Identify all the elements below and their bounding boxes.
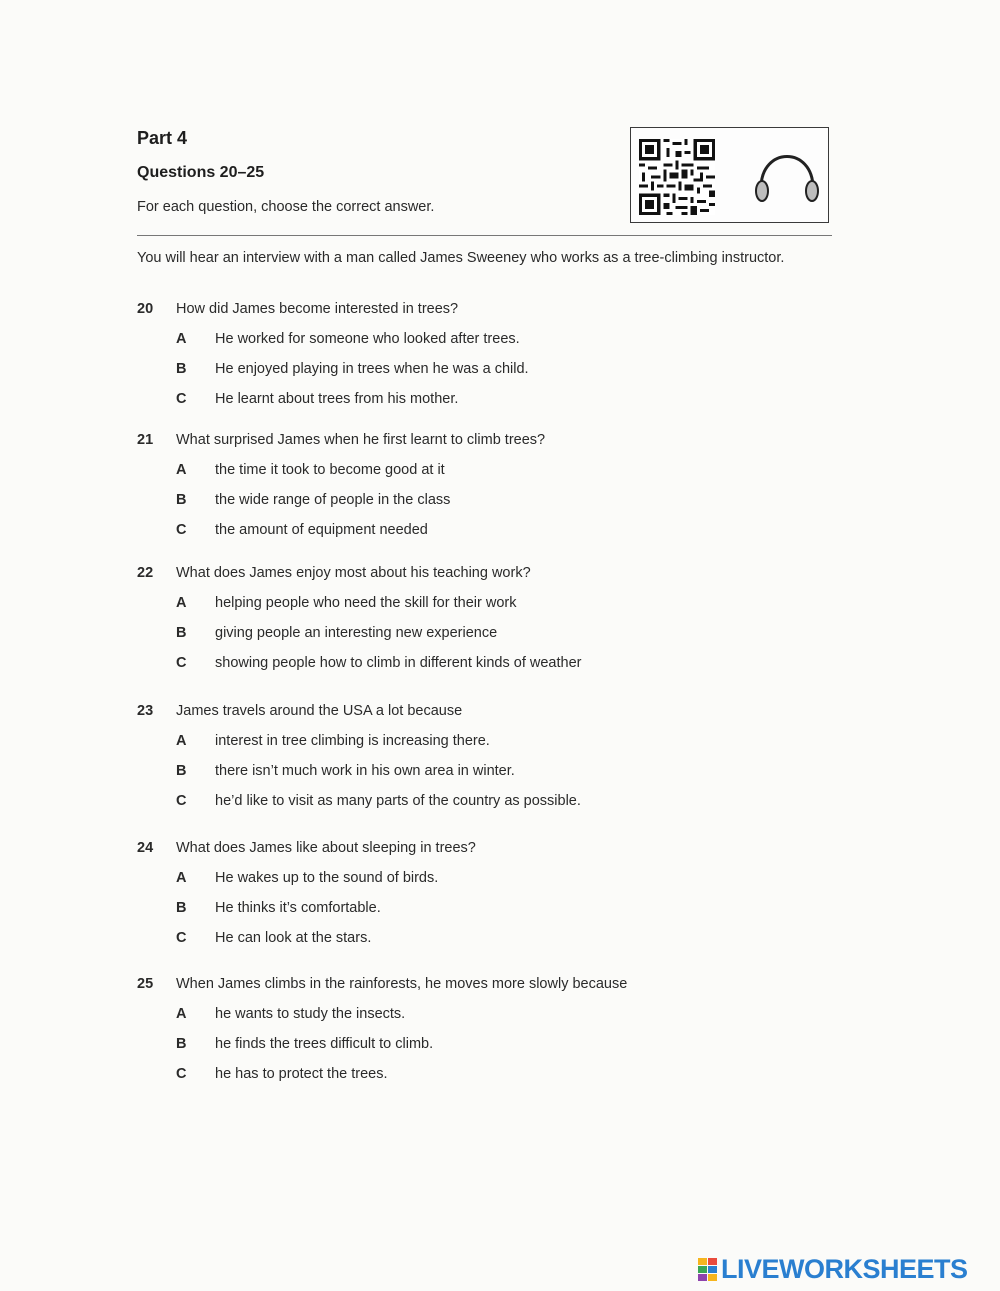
option[interactable] [137, 900, 817, 916]
question-block [137, 703, 817, 809]
question-text: What does James like about sleeping in trees? [176, 840, 476, 856]
option-letter: C [176, 793, 187, 809]
option-letter: B [176, 492, 187, 508]
option-text: He enjoyed playing in trees when he was a child. [215, 361, 529, 377]
option-text: there isn’t much work in his own area in winter. [215, 763, 515, 779]
audio-box[interactable] [630, 127, 829, 223]
option[interactable] [137, 655, 817, 671]
question-block [137, 301, 817, 407]
option-text: the wide range of people in the class [215, 492, 451, 508]
question-block [137, 976, 817, 1082]
option[interactable] [137, 930, 817, 946]
option-letter: B [176, 763, 187, 779]
option-text: he’d like to visit as many parts of the country as possible. [215, 793, 581, 809]
option-text: the time it took to become good at it [215, 462, 445, 478]
option[interactable] [137, 870, 817, 886]
part-title: Part 4 [137, 128, 188, 148]
instruction-text: For each question, choose the correct answer. [137, 199, 435, 215]
option-text: interest in tree climbing is increasing there. [215, 733, 490, 749]
option-letter: B [176, 625, 187, 641]
option[interactable] [137, 361, 817, 377]
question-text: How did James become interested in trees? [176, 301, 459, 317]
option-text: he wants to study the insects. [215, 1006, 406, 1022]
option[interactable] [137, 1006, 817, 1022]
question-number: 21 [137, 432, 154, 448]
option[interactable] [137, 763, 817, 779]
option-letter: A [176, 331, 187, 347]
liveworksheets-logo[interactable] [697, 1254, 968, 1285]
intro-text: You will hear an interview with a man called James Sweeney who works as a tree-climbing instructor. [137, 250, 785, 266]
option-text: He thinks it’s comfortable. [215, 900, 381, 916]
question-block [137, 840, 817, 946]
option-letter: A [176, 1006, 187, 1022]
option-letter: B [176, 361, 187, 377]
option-letter: C [176, 391, 187, 407]
option-letter: C [176, 1066, 187, 1082]
option[interactable] [137, 391, 817, 407]
option-text: showing people how to climb in different kinds of weather [215, 655, 582, 671]
option-letter: B [176, 1036, 187, 1052]
option[interactable] [137, 793, 817, 809]
option-text: He learnt about trees from his mother. [215, 391, 459, 407]
question-number: 23 [137, 703, 154, 719]
question-text: James travels around the USA a lot because [176, 703, 463, 719]
question-number: 22 [137, 565, 154, 581]
option-letter: C [176, 930, 187, 946]
option-letter: A [176, 733, 187, 749]
question-text: What does James enjoy most about his teaching work? [176, 565, 531, 581]
option[interactable] [137, 595, 817, 611]
liveworksheets-logo-text: LIVEWORKSHEETS [721, 1254, 968, 1284]
divider [137, 235, 832, 236]
option[interactable] [137, 462, 817, 478]
option-text: He can look at the stars. [215, 930, 372, 946]
question-block [137, 565, 817, 671]
option[interactable] [137, 733, 817, 749]
option-text: he finds the trees difficult to climb. [215, 1036, 434, 1052]
option-letter: C [176, 655, 187, 671]
qr-code-icon[interactable] [639, 138, 715, 216]
headphones-icon[interactable] [751, 148, 823, 208]
option-text: He wakes up to the sound of birds. [215, 870, 439, 886]
question-block [137, 432, 817, 538]
liveworksheets-logo-icon [697, 1257, 719, 1283]
option-text: he has to protect the trees. [215, 1066, 388, 1082]
question-text: When James climbs in the rainforests, he moves more slowly because [176, 976, 628, 992]
question-number: 20 [137, 301, 154, 317]
option-letter: A [176, 595, 187, 611]
option[interactable] [137, 1066, 817, 1082]
option-text: helping people who need the skill for their work [215, 595, 517, 611]
option-letter: A [176, 462, 187, 478]
option-letter: A [176, 870, 187, 886]
option[interactable] [137, 1036, 817, 1052]
option[interactable] [137, 492, 817, 508]
option[interactable] [137, 522, 817, 538]
question-number: 25 [137, 976, 154, 992]
option-text: the amount of equipment needed [215, 522, 428, 538]
question-text: What surprised James when he first learnt to climb trees? [176, 432, 546, 448]
option-letter: B [176, 900, 187, 916]
option-text: He worked for someone who looked after trees. [215, 331, 520, 347]
question-number: 24 [137, 840, 154, 856]
option[interactable] [137, 331, 817, 347]
option[interactable] [137, 625, 817, 641]
questions-range-title: Questions 20–25 [137, 164, 265, 181]
option-text: giving people an interesting new experience [215, 625, 498, 641]
option-letter: C [176, 522, 187, 538]
